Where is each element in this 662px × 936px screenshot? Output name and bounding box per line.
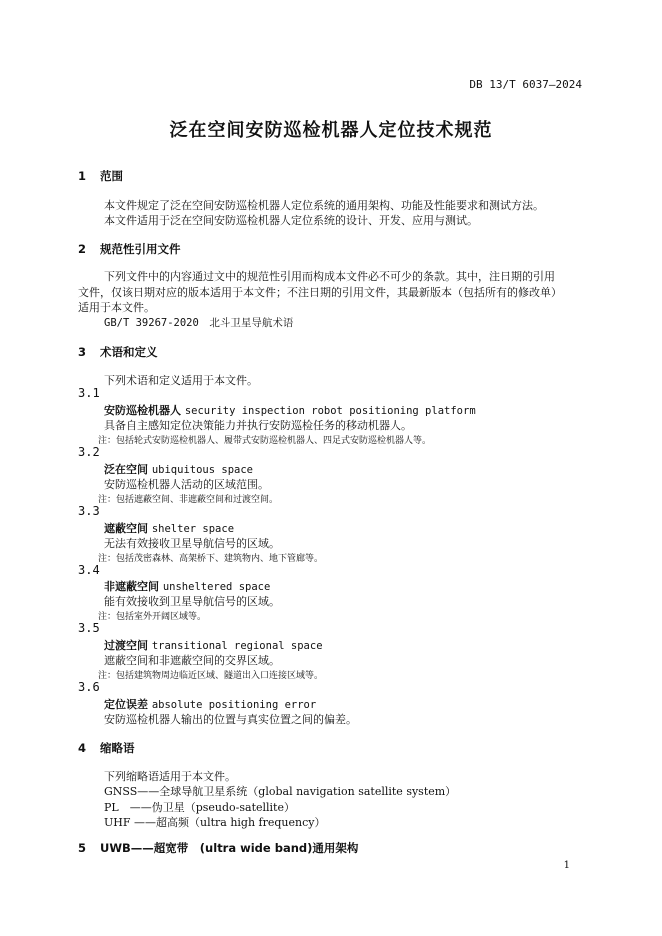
section-number: 5 <box>78 841 87 855</box>
document-number: DB 13/T 6037—2024 <box>469 78 582 91</box>
term-en: transitional regional space <box>151 640 323 652</box>
paragraph-line: 适用于本文件。 <box>78 301 155 314</box>
term-definition: 无法有效接收卫星导航信号的区域。 <box>104 537 280 550</box>
term-en: security inspection robot positioning platform <box>184 405 476 417</box>
term-zh: 过渡空间 <box>104 639 148 652</box>
clause-number: 3.4 <box>78 563 100 577</box>
paragraph: 本文件规定了泛在空间安防巡检机器人定位系统的通用架构、功能及性能要求和测试方法。 <box>104 199 544 212</box>
clause-number: 3.5 <box>78 621 100 635</box>
section-title: 范围 <box>100 169 124 183</box>
term-en: absolute positioning error <box>151 699 317 711</box>
term-heading <box>104 696 316 712</box>
page-number: 1 <box>563 860 570 871</box>
term-zh: 安防巡检机器人 <box>104 404 181 417</box>
term-note: 注：包括轮式安防巡检机器人、履带式安防巡检机器人、四足式安防巡检机器人等。 <box>98 436 432 446</box>
term-heading <box>104 461 253 477</box>
term-heading <box>104 520 234 536</box>
abbreviation-item: UHF ——超高频（ultra high frequency） <box>104 816 326 829</box>
term-note: 注：包括建筑物周边临近区域、隧道出入口连接区域等。 <box>98 671 324 681</box>
section-3-heading <box>78 344 158 360</box>
clause-number: 3.1 <box>78 386 100 400</box>
section-number: 1 <box>78 169 87 183</box>
section-title: 缩略语 <box>100 741 135 755</box>
term-en: shelter space <box>151 523 235 535</box>
clause-number: 3.3 <box>78 504 100 518</box>
term-zh: 泛在空间 <box>104 463 148 476</box>
term-heading <box>104 402 476 418</box>
term-zh: 定位误差 <box>104 698 148 711</box>
term-en: ubiquitous space <box>151 464 253 476</box>
section-5-heading <box>78 840 358 856</box>
term-definition: 具备自主感知定位决策能力并执行安防巡检任务的移动机器人。 <box>104 419 412 432</box>
term-note: 注：包括遮蔽空间、非遮蔽空间和过渡空间。 <box>98 495 279 505</box>
paragraph-line: 文件，仅该日期对应的版本适用于本文件；不注日期的引用文件，其最新版本（包括所有的修改单） <box>78 286 562 299</box>
paragraph: 下列缩略语适用于本文件。 <box>104 770 236 783</box>
section-number: 3 <box>78 345 87 359</box>
paragraph: 本文件适用于泛在空间安防巡检机器人定位系统的设计、开发、应用与测试。 <box>104 214 478 227</box>
section-number: 2 <box>78 242 87 256</box>
section-title: 规范性引用文件 <box>100 242 181 256</box>
term-definition: 遮蔽空间和非遮蔽空间的交界区域。 <box>104 654 280 667</box>
section-4-heading <box>78 740 135 756</box>
term-zh: 遮蔽空间 <box>104 522 148 535</box>
section-title: 术语和定义 <box>100 345 158 359</box>
term-note: 注：包括室外开阔区域等。 <box>98 612 207 622</box>
abbreviation-item: PL ——伪卫星（pseudo-satellite） <box>104 801 295 814</box>
term-en: unsheltered space <box>162 581 271 593</box>
abbreviation-item: GNSS——全球导航卫星系统（global navigation satellite system） <box>104 785 457 798</box>
section-2-heading <box>78 241 181 257</box>
term-note: 注：包括茂密森林、高架桥下、建筑物内、地下管廊等。 <box>98 554 324 564</box>
term-definition: 能有效接收到卫星导航信号的区域。 <box>104 595 280 608</box>
clause-number: 3.2 <box>78 445 100 459</box>
section-1-heading <box>78 168 123 184</box>
term-definition: 安防巡检机器人输出的位置与真实位置之间的偏差。 <box>104 713 357 726</box>
document-title: 泛在空间安防巡检机器人定位技术规范 <box>169 120 493 141</box>
term-zh: 非遮蔽空间 <box>104 580 159 593</box>
paragraph: 下列术语和定义适用于本文件。 <box>104 374 258 387</box>
section-number: 4 <box>78 741 87 755</box>
term-heading <box>104 578 270 594</box>
term-definition: 安防巡检机器人活动的区域范围。 <box>104 478 269 491</box>
normative-reference: GB/T 39267-2020 北斗卫星导航术语 <box>104 317 294 329</box>
section-title: UWB——超宽带 (ultra wide band)通用架构 <box>100 841 359 855</box>
term-heading <box>104 637 323 653</box>
paragraph-line: 下列文件中的内容通过文中的规范性引用而构成本文件必不可少的条款。其中，注日期的引用 <box>104 270 555 283</box>
clause-number: 3.6 <box>78 680 100 694</box>
